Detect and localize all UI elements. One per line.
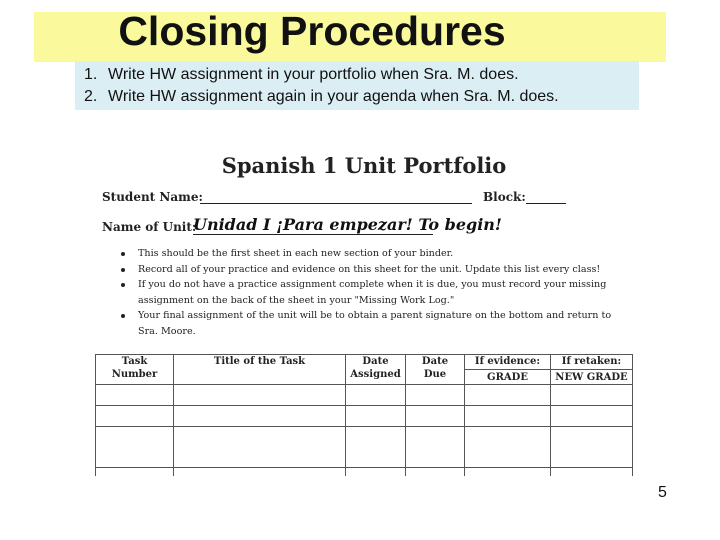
header-task-number: Task Number [96,355,174,385]
document-title: Spanish 1 Unit Portfolio [221,153,507,178]
task-table [95,354,633,476]
step-1 [84,66,519,84]
table-header-row [96,355,633,385]
list-item: Your final assignment of the unit will be to obtain a parent signature on the bottom and return to Sra. Moore. [112,308,622,339]
student-name-label: Student Name: [102,190,203,204]
unit-line [193,234,433,235]
portfolio-document-image [94,148,634,476]
bullet-icon [121,283,125,287]
table-row [96,468,633,477]
steps-box [75,61,639,110]
list-item: This should be the first sheet in each new section of your binder. [112,246,622,262]
header-new-grade: If retaken: NEW GRADE [551,355,633,385]
student-name-line [200,203,472,204]
unit-value: Unidad I ¡Para empezar! To begin! [193,215,502,234]
step-2-number: 2. [84,88,98,105]
block-label: Block: [483,190,526,204]
list-item: If you do not have a practice assignment complete when it is due, you must record your missing assignment on the back of the sheet in your "Missing Work Log." [112,277,622,308]
header-date-due: Date Due [406,355,465,385]
unit-label: Name of Unit: [102,220,197,234]
page-number: 5 [658,484,667,501]
header-grade: If evidence: GRADE [465,355,551,385]
instructions-list [112,246,622,339]
bullet-icon [121,252,125,256]
slide-title: Closing Procedures [118,8,506,54]
table-row [96,406,633,427]
block-line [526,203,566,204]
step-1-number: 1. [84,66,98,83]
bullet-icon [121,314,125,318]
table-row [96,385,633,406]
header-date-assigned: Date Assigned [346,355,406,385]
list-item: Record all of your practice and evidence on this sheet for the unit. Update this list every class! [112,262,622,278]
header-task-title: Title of the Task [174,355,346,385]
step-1-text: Write HW assignment in your portfolio when Sra. M. does. [108,66,519,83]
step-2-text: Write HW assignment again in your agenda when Sra. M. does. [108,88,559,105]
step-2 [84,88,559,106]
bullet-icon [121,268,125,272]
table-row [96,427,633,468]
